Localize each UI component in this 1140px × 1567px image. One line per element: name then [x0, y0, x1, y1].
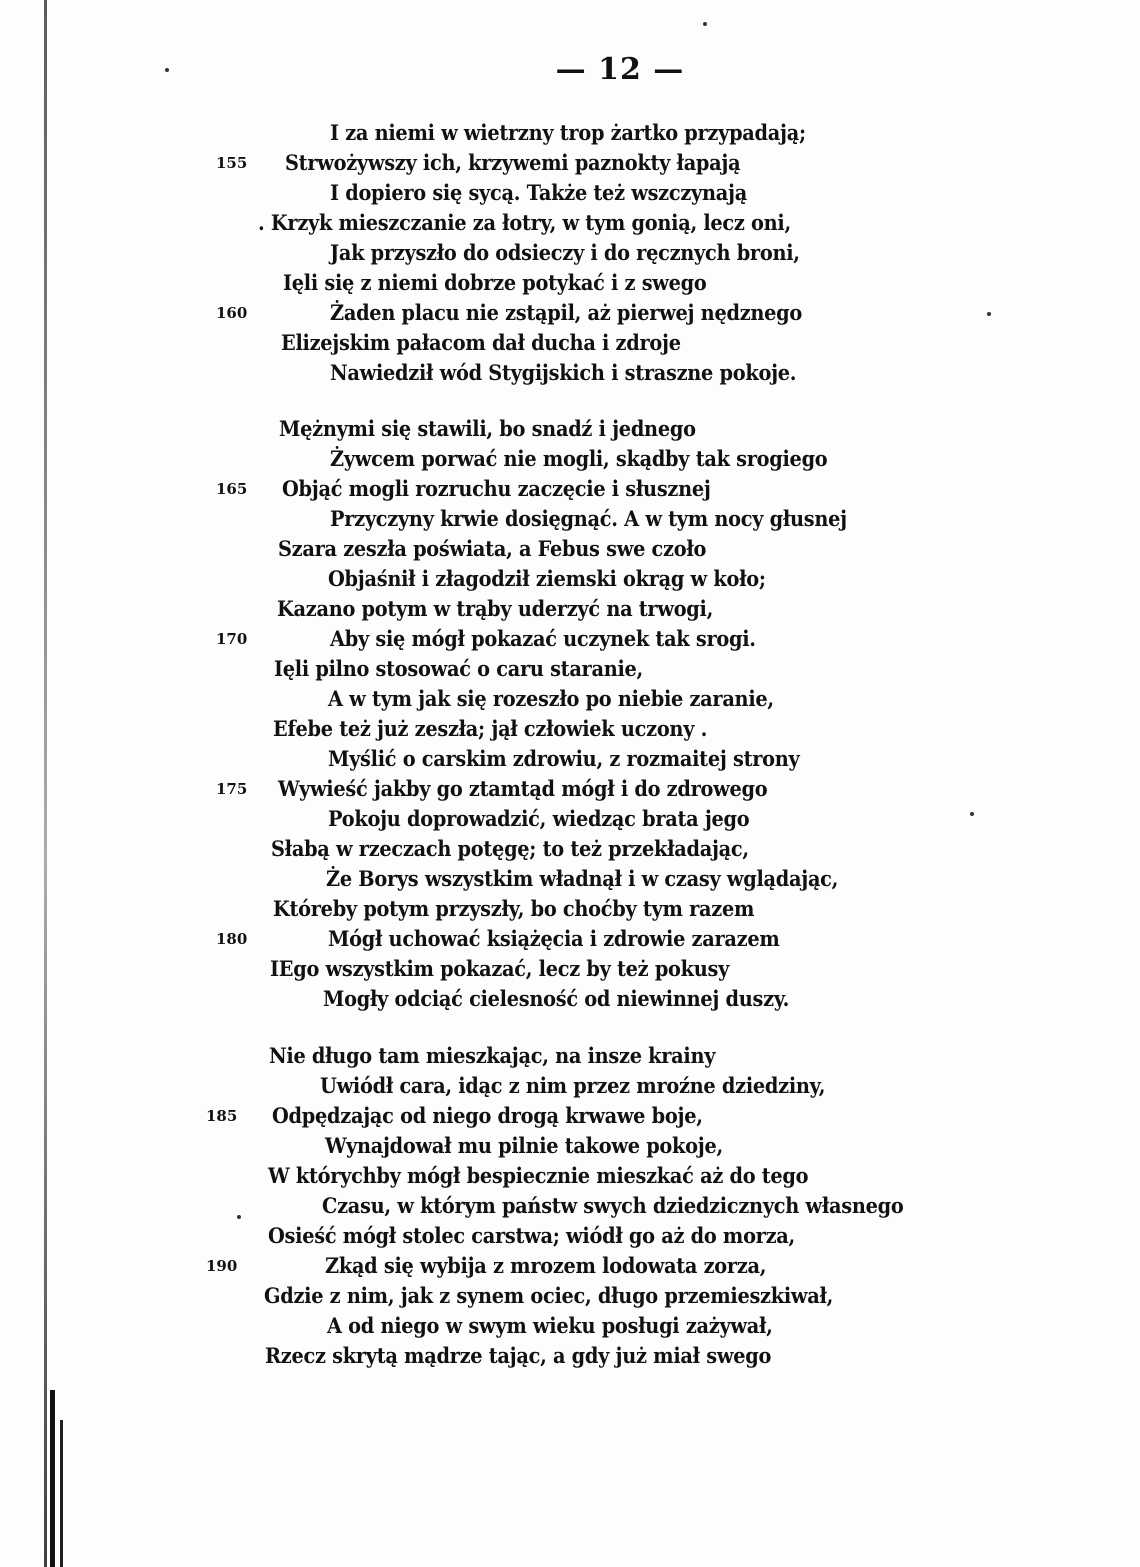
verse-line: A w tym jak się rozeszło po niebie zaranie,: [328, 686, 774, 711]
verse-line: Że Borys wszystkim władnął i w czasy wglądając,: [326, 866, 839, 891]
verse-line: Któreby potym przyszły, bo choćby tym razem: [273, 896, 755, 921]
verse-line: Słabą w rzeczach potęgę; to też przekładając,: [271, 836, 749, 861]
page-binding-shadow-inner: [60, 1420, 63, 1567]
verse-line: Czasu, w którym państw swych dziedzicznych własnego: [322, 1193, 904, 1218]
verse-line: Żaden placu nie zstąpil, aż pierwej nędznego: [330, 300, 803, 325]
verse-line: Ięli pilno stosować o caru staranie,: [274, 656, 644, 681]
verse-line: Objaśnił i złagodził ziemski okrąg w koło;: [328, 566, 766, 591]
verse-line: Uwiódł cara, idąc z nim przez mroźne dziedziny,: [320, 1073, 826, 1098]
verse-line: IEgo wszystkim pokazać, lecz by też pokusy: [270, 956, 730, 981]
verse-line: . Krzyk mieszczanie za łotry, w tym gonią, lecz oni,: [258, 210, 791, 235]
line-number: 155: [216, 154, 248, 172]
verse-line: Odpędzając od niego drogą krwawe boje,: [272, 1103, 703, 1128]
page-number: — 12 —: [555, 52, 685, 87]
verse-line: Osieść mógł stolec carstwa; wiódł go aż do morza,: [268, 1223, 795, 1248]
page-binding-edge: [44, 0, 47, 1567]
verse-line: Ięli się z niemi dobrze potykać i z swego: [283, 270, 707, 295]
verse-line: Gdzie z nim, jak z synem ociec, długo przemieszkiwał,: [264, 1283, 834, 1308]
print-speck: [970, 812, 974, 816]
verse-line: Strwożywszy ich, krzywemi paznokty łapają: [285, 150, 741, 175]
verse-line: Mógł uchować książęcia i zdrowie zarazem: [328, 926, 780, 951]
line-number: 160: [216, 304, 248, 322]
verse-line: Szara zeszła poświata, a Febus swe czoło: [278, 536, 707, 561]
verse-line: Mogły odciąć cielesność od niewinnej duszy.: [323, 986, 790, 1011]
verse-line: Jak przyszło do odsieczy i do ręcznych broni,: [330, 240, 800, 265]
verse-line: W którychby mógł bespiecznie mieszkać aż do tego: [268, 1163, 809, 1188]
verse-line: Kazano potym w trąby uderzyć na trwogi,: [277, 596, 714, 621]
verse-line: Wywieść jakby go ztamtąd mógł i do zdrowego: [278, 776, 768, 801]
line-number: 170: [216, 630, 248, 648]
verse-line: A od niego w swym wieku posługi zażywał,: [327, 1313, 773, 1338]
verse-line: Rzecz skrytą mądrze tając, a gdy już miał swego: [265, 1343, 772, 1368]
line-number: 180: [216, 930, 248, 948]
print-speck: [237, 1215, 241, 1219]
verse-line: I za niemi w wietrzny trop żartko przypadają;: [330, 120, 806, 145]
print-speck: [703, 22, 707, 26]
verse-line: Efebe też już zeszła; jął człowiek uczony .: [273, 716, 708, 741]
verse-line: I dopiero się sycą. Także też wszczynają: [330, 180, 747, 205]
verse-line: Elizejskim pałacom dał ducha i zdroje: [281, 330, 681, 355]
verse-line: Pokoju doprowadzić, wiedząc brata jego: [328, 806, 750, 831]
line-number: 185: [206, 1107, 238, 1125]
page-binding-shadow: [50, 1390, 55, 1567]
verse-line: Zkąd się wybija z mrozem lodowata zorza,: [325, 1253, 767, 1278]
verse-line: Myślić o carskim zdrowiu, z rozmaitej strony: [328, 746, 800, 771]
verse-line: Nawiedził wód Stygijskich i straszne pokoje.: [330, 360, 797, 385]
line-number: 175: [216, 780, 248, 798]
line-number: 165: [216, 480, 248, 498]
verse-line: Objąć mogli rozruchu zaczęcie i słusznej: [282, 476, 711, 501]
verse-line: Żywcem porwać nie mogli, skądby tak srogiego: [330, 446, 828, 471]
verse-line: Przyczyny krwie dosięgnąć. A w tym nocy głusnej: [330, 506, 847, 531]
verse-line: Aby się mógł pokazać uczynek tak srogi.: [330, 626, 756, 651]
line-number: 190: [206, 1257, 238, 1275]
print-speck: [987, 312, 991, 316]
verse-line: Wynajdował mu pilnie takowe pokoje,: [325, 1133, 723, 1158]
verse-line: Nie długo tam mieszkając, na insze krainy: [269, 1043, 716, 1068]
verse-line: Mężnymi się stawili, bo snadź i jednego: [279, 416, 696, 441]
